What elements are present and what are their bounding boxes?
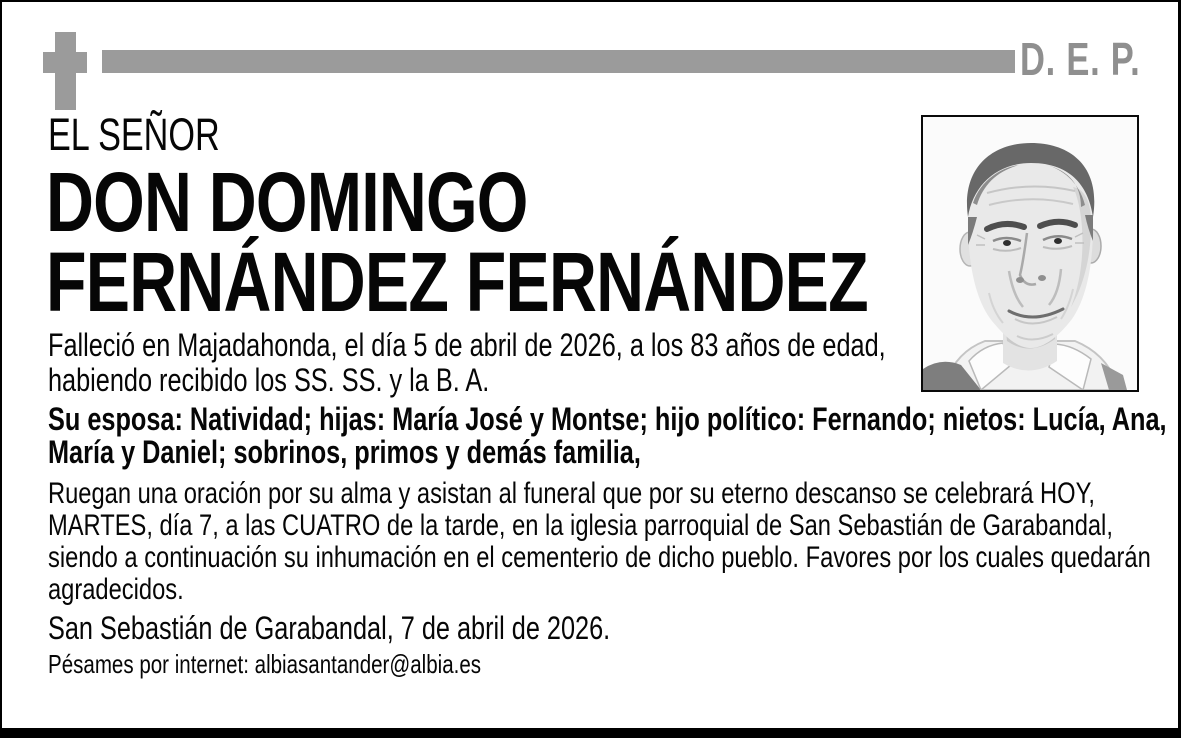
condolences-line: Pésames por internet: albiasantander@albia.es: [48, 649, 482, 679]
dateline: San Sebastián de Garabandal, 7 de abril de 2026.: [48, 610, 611, 646]
honorific: EL SEÑOR: [48, 109, 220, 160]
deceased-name-line1: DON DOMINGO: [46, 155, 528, 249]
funeral-notice-text: Ruegan una oración por su alma y asistan al funeral que por su eterno descanso se celebrará HOY, MARTES, día 7, a las CUATRO de la tarde, en la iglesia parroquial de San Sebastián de Garabandal, siendo a continuación su inhumación en el cementerio de dicho pueblo. Favores por los cuales quedarán agradecidos.: [48, 477, 1151, 606]
deceased-name: [46, 155, 868, 329]
portrait-photo: [921, 115, 1139, 392]
dep-label: D. E. P.: [1020, 33, 1141, 85]
header-rule: [102, 50, 1015, 73]
cross-icon: [43, 32, 87, 110]
deceased-name-line2: FERNÁNDEZ FERNÁNDEZ: [46, 235, 868, 329]
family-line: Su esposa: Natividad; hijas: María José y Montse; hijo político: Fernando; nietos: Lucía, Ana, María y Daniel; sobrinos, primos y demás familia,: [48, 401, 1167, 470]
death-notice-text: Falleció en Majadahonda, el día 5 de abril de 2026, a los 83 años de edad, habiendo recibido los SS. SS. y la B. A.: [48, 327, 886, 398]
